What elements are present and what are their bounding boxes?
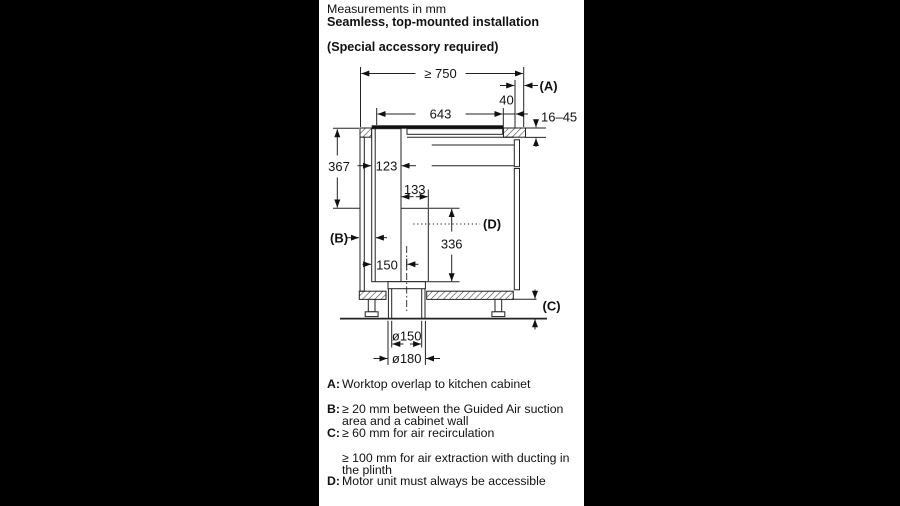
foot-left-stem [368,299,375,311]
accessory-note: (Special accessory required) [327,40,499,55]
page-title: Seamless, top-mounted installation [327,14,540,29]
dim-motor-label-d: (D) [483,216,502,232]
legend-text-c: ≥ 60 mm for air recirculation [342,425,495,440]
dim-min-worktop-depth: ≥ 750 [424,66,457,81]
legend-text-a: Worktop overlap to kitchen cabinet [342,377,531,391]
legend-item-c2 [327,450,579,477]
dim-duct-inner-dia: ø150 [391,328,422,344]
dim-install-height: 367 [328,159,350,174]
dim-worktop-thickness: 16–45 [541,109,578,125]
legend-item-b [327,401,579,428]
legend-item-d [327,476,579,488]
cabinet-front-upper [514,140,519,167]
legend-letter-d: D: [327,474,340,489]
legend-item-a [327,379,579,391]
structure-lines [340,125,547,318]
cabinet-wall-left [360,137,364,291]
worktop-left [360,128,372,137]
legend [327,379,579,488]
dim-cutout-width: 643 [429,106,452,122]
appliance-top-cap [372,125,504,128]
dim-front-to-duct-center: 150 [376,257,398,273]
dim-plinth-c: (C) [542,298,561,314]
measurements-note: Measurements in mm [327,2,447,16]
dim-side-gap-b: (B) [330,230,349,246]
hob-plate [407,129,503,135]
plinth-left [359,291,386,299]
legend-text-c2: ≥ 100 mm for air extraction with ducting in the plinth [342,450,570,477]
foot-left-base [365,312,378,317]
worktop-right [504,128,526,137]
legend-letter-c: C: [327,425,340,440]
cabinet-front-lower [514,169,519,290]
dim-body-depth: 123 [375,158,398,174]
dim-duct-outer-dia: ø180 [391,350,422,366]
foot-right-stem [495,299,502,311]
legend-letter-a: A: [327,377,340,391]
legend-text-d: Motor unit must always be accessible [342,474,546,489]
dim-motor-height: 336 [440,236,463,252]
dim-overlap-a: (A) [539,78,558,94]
legend-letter-c2 [327,453,342,477]
content-panel [319,0,584,506]
legend-text-b: ≥ 20 mm between the Guided Air suction area and a cabinet wall [342,401,564,428]
foot-right-base [492,312,505,317]
dimension-labels [328,66,577,366]
legend-letter-b: B: [327,401,340,416]
motor-unit-box [401,208,428,281]
plinth-right [427,291,514,299]
dim-duct-box-depth: 133 [403,182,426,197]
dim-rear-offset: 40 [499,92,514,108]
legend-item-c [327,425,579,440]
